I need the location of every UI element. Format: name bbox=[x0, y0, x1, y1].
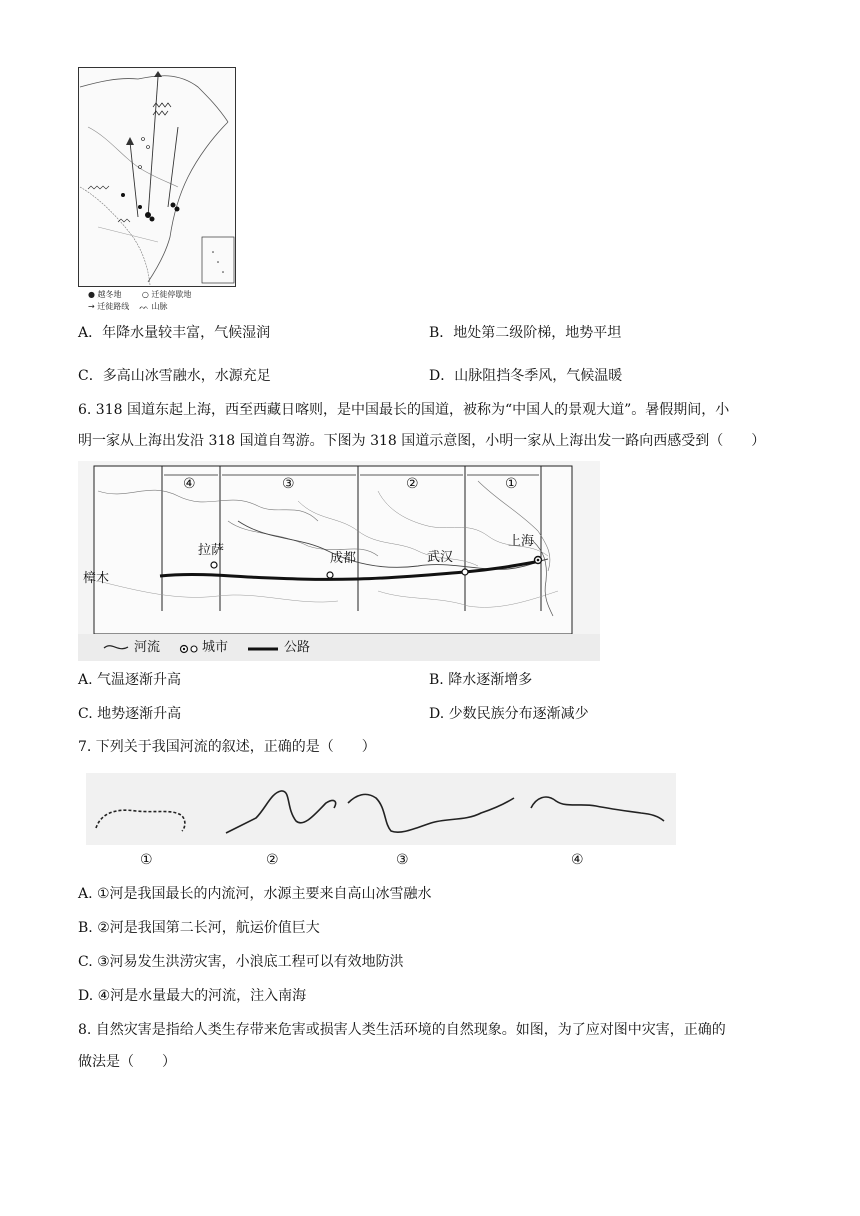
route-arrow-icon: → bbox=[88, 302, 95, 311]
legend-river: 河流 bbox=[134, 640, 161, 655]
wintering-marker-icon: ● bbox=[88, 290, 95, 299]
q5-option-d[interactable]: D．山脉阻挡冬季风，气候温暖 bbox=[429, 368, 623, 384]
legend-city: 城市 bbox=[202, 640, 229, 655]
migration-map-figure bbox=[78, 67, 238, 312]
q5-option-b[interactable]: B．地处第二级阶梯，地势平坦 bbox=[429, 325, 622, 341]
city-wuhan: 武汉 bbox=[427, 550, 454, 565]
city-lhasa: 拉萨 bbox=[198, 543, 225, 558]
section-label-3: ③ bbox=[282, 476, 295, 492]
river-label-1: ① bbox=[140, 852, 153, 868]
legend-mountain: 山脉 bbox=[151, 302, 168, 311]
q6-option-d[interactable]: D. 少数民族分布逐渐减少 bbox=[429, 706, 589, 722]
stopover-marker-icon: ○ bbox=[141, 290, 149, 299]
q6-stem-line2: 明一家从上海出发沿 318 国道自驾游。下图为 318 国道示意图，小明一家从上海出发一路向西感受到（ ） bbox=[78, 433, 766, 449]
q6-stem-line1: 6. 318 国道东起上海，西至西藏日喀则，是中国最长的国道，被称为“中国人的景观大道”。暑假期间，小 bbox=[78, 402, 730, 418]
q8-stem-line2: 做法是（ ） bbox=[78, 1054, 176, 1070]
city-shanghai: 上海 bbox=[508, 534, 535, 549]
city-zhangmu: 樟木 bbox=[83, 571, 110, 586]
q6-option-a[interactable]: A. 气温逐渐升高 bbox=[78, 672, 182, 688]
section-label-1: ① bbox=[505, 476, 518, 492]
migration-map bbox=[78, 67, 238, 289]
q8-stem-line1: 8. 自然灾害是指给人类生存带来危害或损害人类生活环境的自然现象。如图，为了应对图中灾害，正确的 bbox=[78, 1022, 726, 1038]
river-label-2: ② bbox=[266, 852, 279, 868]
mountain-symbol-icon: ᨓ bbox=[139, 302, 149, 311]
section-label-2: ② bbox=[406, 476, 419, 492]
rivers-figure bbox=[86, 773, 676, 873]
q7-option-b[interactable]: B. ②河是我国第二长河，航运价值巨大 bbox=[78, 920, 320, 936]
route-318-map bbox=[78, 461, 600, 661]
section-label-4: ④ bbox=[183, 476, 196, 492]
q7-stem: 7. 下列关于我国河流的叙述，正确的是（ ） bbox=[78, 739, 376, 755]
migration-map-legend bbox=[88, 289, 248, 312]
q6-option-b[interactable]: B. 降水逐渐增多 bbox=[429, 672, 533, 688]
q5-option-a[interactable]: A．年降水量较丰富，气候湿润 bbox=[78, 325, 271, 341]
river-label-4: ④ bbox=[571, 852, 584, 868]
q7-option-d[interactable]: D. ④河是水量最大的河流，注入南海 bbox=[78, 988, 307, 1004]
legend-wintering: 越冬地 bbox=[97, 290, 122, 299]
legend-stopover: 迁徙停歇地 bbox=[151, 290, 192, 299]
city-chengdu: 成都 bbox=[330, 551, 357, 566]
legend-route: 迁徙路线 bbox=[97, 302, 130, 311]
q5-option-c[interactable]: C．多高山冰雪融水，水源充足 bbox=[78, 368, 271, 384]
q6-option-c[interactable]: C. 地势逐渐升高 bbox=[78, 706, 182, 722]
rivers-figure-svg bbox=[86, 773, 676, 845]
river-label-3: ③ bbox=[396, 852, 409, 868]
legend-road: 公路 bbox=[284, 640, 311, 655]
q7-option-c[interactable]: C. ③河易发生洪涝灾害，小浪底工程可以有效地防洪 bbox=[78, 954, 404, 970]
q7-option-a[interactable]: A. ①河是我国最长的内流河，水源主要来自高山冰雪融水 bbox=[78, 886, 432, 902]
